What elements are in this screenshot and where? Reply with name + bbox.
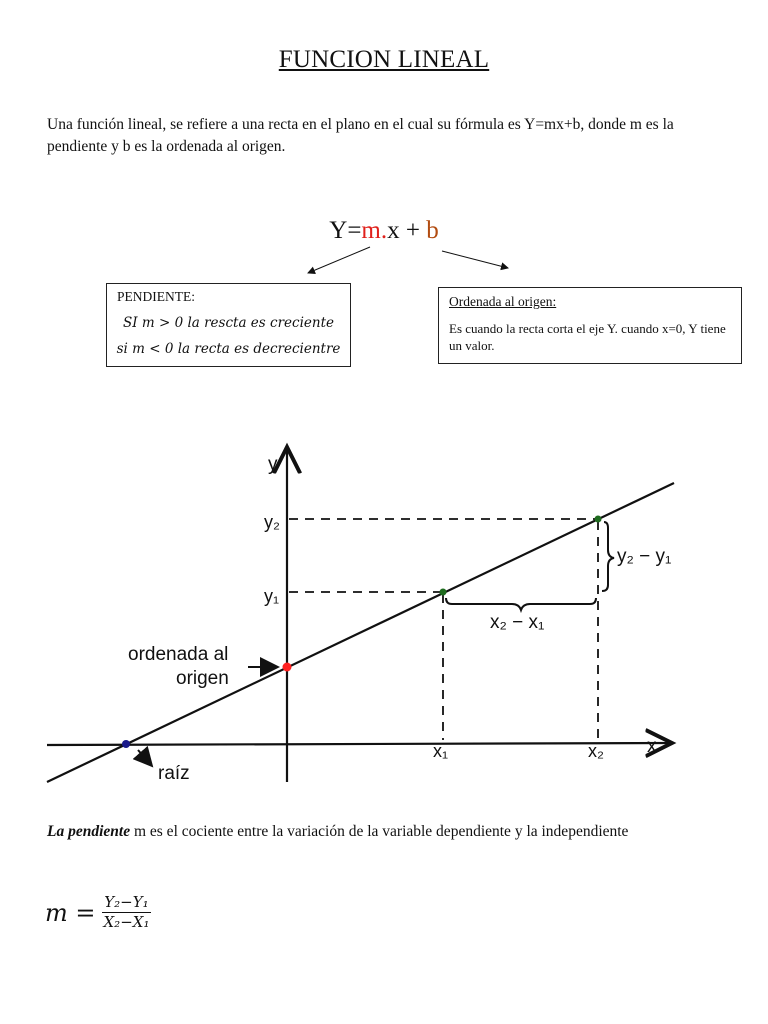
slope-denominator: X₂−X₁ [103, 913, 150, 931]
dy-bracket [602, 522, 614, 591]
pendiente-definition [47, 821, 737, 843]
slope-numerator: Y₂−Y₁ [104, 893, 149, 911]
formula-mid: x + [387, 217, 427, 244]
pendiente-term: La pendiente [47, 823, 131, 840]
arrow-to-pendiente [308, 247, 370, 273]
pendiente-box-title: PENDIENTE: [117, 289, 195, 304]
pendiente-definition-text: m es el cociente entre la variación de la variable dependiente y la independiente [130, 823, 629, 840]
y-axis-label: y [268, 454, 278, 475]
y2-label: y₂ [264, 512, 280, 532]
pendiente-rule-positive: SI m > 0 la rescta es creciente [123, 315, 334, 331]
x1-label: x₁ [433, 741, 449, 761]
linear-function-line [47, 483, 674, 782]
dashed-guides [289, 519, 598, 740]
ordenada-label-line1: ordenada al [128, 644, 229, 665]
x-axis [47, 743, 672, 745]
linear-function-graph [0, 430, 768, 790]
dx-bracket [446, 598, 596, 610]
raiz-arrow [138, 750, 152, 766]
ordenada-box-title: Ordenada al origen: [449, 294, 557, 309]
dy-label: y₂ − y₁ [617, 546, 672, 567]
x-axis-label: x [647, 736, 657, 757]
arrow-to-ordenada [442, 251, 508, 268]
dx-label: x₂ − x₁ [490, 612, 545, 633]
ordenada-box [438, 287, 742, 364]
page-title: FUNCION LINEAL [278, 46, 490, 73]
x2-label: x₂ [588, 741, 604, 761]
pendiente-box [106, 283, 351, 367]
y1-label: y₁ [264, 586, 280, 606]
slope-lhs: m = [45, 898, 96, 927]
point-1 [440, 589, 447, 596]
ordenada-box-text: Es cuando la recta corta el eje Y. cuando x=0, Y tiene un valor. [449, 321, 726, 353]
raiz-label: raíz [158, 763, 190, 784]
ordenada-point [283, 663, 292, 672]
intro-paragraph: Una función lineal, se refiere a una recta en el plano en el cual su fórmula es Y=mx+b, donde m es la pendiente y b es la ordenada al origen. [47, 116, 674, 155]
pendiente-rule-negative: si m < 0 la recta es decrecientre [116, 341, 341, 357]
formula-m: m. [361, 217, 388, 244]
formula-arrows [0, 0, 768, 290]
formula-prefix: Y= [329, 217, 362, 244]
slope-formula [45, 893, 151, 932]
formula-b: b [426, 217, 439, 244]
ordenada-label-line2: origen [176, 668, 229, 689]
point-2 [595, 516, 602, 523]
raiz-point [122, 740, 130, 748]
